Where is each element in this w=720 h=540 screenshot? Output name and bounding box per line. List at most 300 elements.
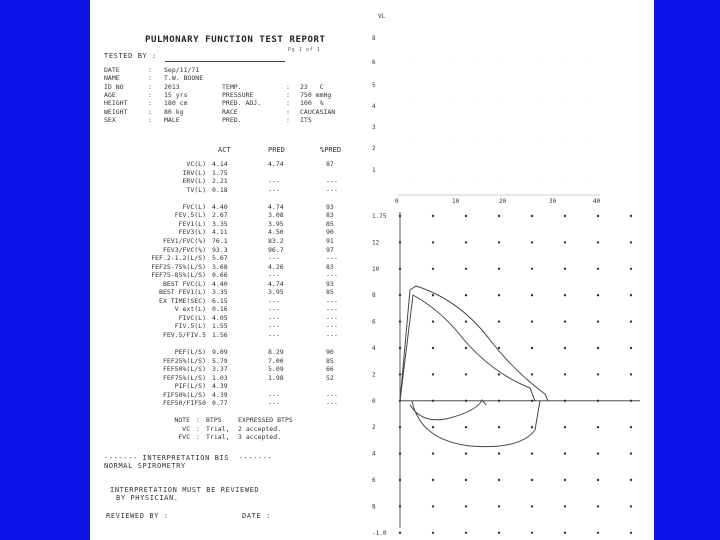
table-cell-act: 4.14: [212, 160, 228, 168]
note-colon: :: [196, 424, 200, 433]
flow-grid-dot: [630, 479, 632, 481]
table-cell-pct-pred: ---: [326, 322, 338, 331]
flow-grid-dot: [597, 479, 599, 481]
flow-grid-dot: [465, 241, 467, 243]
flow-grid-dot: [531, 452, 533, 454]
flow-grid-dot: [630, 241, 632, 243]
flow-y-tick-label: 10: [372, 265, 380, 273]
table-row-label: TV(L): [186, 185, 206, 194]
table-row-label: FEF50%(L/S): [162, 365, 206, 374]
table-row-label: FEV1/FVC(%): [162, 236, 206, 245]
table-cell-act: 9.09: [212, 348, 228, 357]
table-cell-pred: ---: [268, 331, 280, 339]
confirm-line-1: INTERPRETATION MUST BE REVIEWED: [110, 486, 260, 494]
flow-grid-dot: [531, 479, 533, 481]
flow-grid-dot: [465, 479, 467, 481]
volume-grid-dot: [564, 100, 565, 101]
volume-y-tick-label: 8: [372, 35, 376, 42]
flow-grid-dot: [498, 479, 500, 481]
flow-grid-dot: [498, 373, 500, 375]
table-row-label: FEF75-85%(L/S): [151, 271, 206, 280]
table-row-label: FEV.5/FIV.5: [162, 331, 206, 339]
table-cell-pred: ---: [268, 390, 280, 399]
volume-grid-dot: [476, 40, 477, 41]
volume-grid-dot: [432, 140, 433, 141]
flow-grid-dot: [597, 268, 599, 270]
flow-grid-dot: [432, 479, 434, 481]
patient-field-value-2: 750 mmHg: [300, 90, 332, 99]
flow-grid-dot: [630, 426, 632, 428]
flow-grid-dot: [498, 426, 500, 428]
flow-grid-dot: [498, 241, 500, 243]
flow-grid-dot: [465, 532, 467, 534]
table-row-label: FEF.2-1.2(L/S): [151, 254, 206, 263]
volume-grid-dot: [586, 100, 587, 101]
table-cell-act: 0.77: [212, 399, 228, 408]
note-label: NOTE: [174, 416, 190, 424]
patient-field-colon: :: [148, 74, 152, 83]
patient-field-label: DATE: [104, 66, 120, 74]
volume-grid-dot: [520, 100, 521, 101]
table-cell-pct-pred: ---: [326, 254, 338, 263]
flow-grid-dot: [432, 294, 434, 296]
volume-grid-dot: [586, 120, 587, 121]
patient-field-label: NAME: [104, 74, 120, 83]
table-cell-pct-pred: 90: [326, 228, 334, 237]
flow-y-tick-label: -1.0: [372, 529, 387, 537]
table-row-label: FEV3/FVC(%): [162, 245, 206, 254]
volume-grid-dot: [564, 120, 565, 121]
table-cell-act: 93.3: [212, 245, 228, 254]
flow-grid-dot: [498, 505, 500, 507]
patient-field-value: 2013: [164, 82, 180, 91]
flow-grid-dot: [498, 268, 500, 270]
table-row-label: FEF50/FIF50: [162, 399, 206, 408]
table-row-label: FEV.5(L): [174, 211, 206, 220]
note-label: FVC: [178, 433, 190, 441]
volume-grid-dot: [476, 80, 477, 81]
volume-grid-dot: [410, 60, 411, 61]
flow-grid-dot: [597, 532, 599, 534]
table-cell-pct-pred: 83: [326, 262, 334, 271]
flow-y-tick-label: 4: [372, 450, 376, 458]
table-cell-pred: 1.98: [268, 373, 284, 382]
patient-field-value: MALE: [164, 115, 180, 124]
volume-y-tick-label: 5: [372, 82, 376, 89]
patient-field-label-2: TEMP.: [222, 82, 242, 91]
col-header-pred: PRED: [268, 146, 285, 154]
volume-grid-dot: [542, 80, 543, 81]
flow-grid-dot: [597, 294, 599, 296]
flow-grid-dot: [564, 426, 566, 428]
table-cell-act: 4.39: [212, 390, 228, 399]
table-cell-act: 4.39: [212, 382, 228, 391]
table-cell-pred: ---: [268, 296, 280, 305]
table-row-label: FIVC(L): [178, 313, 206, 322]
table-cell-pct-pred: ---: [326, 177, 338, 186]
note-value: Trial,: [206, 433, 230, 441]
flow-grid-dot: [531, 320, 533, 322]
flow-grid-dot: [465, 452, 467, 454]
note-label: VC: [182, 424, 190, 433]
table-cell-pred: ---: [268, 399, 280, 408]
flow-grid-dot: [399, 268, 401, 270]
volume-grid-dot: [586, 60, 587, 61]
table-row-label: FIV.5(L): [174, 322, 206, 331]
volume-axis-label: VL: [378, 13, 386, 20]
flow-grid-dot: [399, 532, 401, 534]
volume-grid-dot: [520, 120, 521, 121]
reviewed-by-label: REVIEWED BY :: [106, 512, 169, 520]
flow-grid-dot: [465, 426, 467, 428]
flow-grid-dot: [597, 347, 599, 349]
flow-grid-dot: [597, 320, 599, 322]
flow-grid-dot: [432, 320, 434, 322]
flow-grid-dot: [597, 241, 599, 243]
volume-grid-dot: [564, 40, 565, 41]
flow-grid-dot: [465, 505, 467, 507]
table-cell-pred: 7.00: [268, 356, 284, 365]
volume-grid-dot: [520, 80, 521, 81]
flow-y-tick-label: 0: [372, 397, 376, 405]
flow-grid-dot: [564, 268, 566, 270]
table-row-label: V ext(L): [174, 305, 206, 314]
patient-field-value-2: 100 %: [300, 99, 324, 108]
flow-grid-dot: [564, 294, 566, 296]
table-cell-act: 0.16: [212, 305, 228, 314]
volume-grid-dot: [520, 60, 521, 61]
volume-grid-dot: [410, 120, 411, 121]
flow-grid-dot: [630, 320, 632, 322]
volume-grid-dot: [410, 160, 411, 161]
volume-grid-dot: [432, 120, 433, 121]
volume-grid-dot: [410, 180, 411, 181]
patient-field-label-2: RACE: [222, 107, 238, 116]
flow-grid-dot: [465, 268, 467, 270]
volume-grid-dot: [498, 120, 499, 121]
table-cell-pred: ---: [268, 271, 280, 280]
flow-grid-dot: [630, 373, 632, 375]
volume-grid-dot: [542, 180, 543, 181]
patient-field-label-2: PRED.: [222, 115, 242, 124]
patient-field-colon: :: [148, 107, 152, 116]
table-cell-act: 4.40: [212, 279, 228, 288]
volume-grid-dot: [410, 40, 411, 41]
tested-by-label: TESTED BY :: [104, 52, 157, 60]
volume-grid-dot: [564, 180, 565, 181]
volume-y-tick-label: 1: [372, 167, 376, 174]
flow-grid-dot: [465, 347, 467, 349]
col-header-act: ACT: [218, 146, 231, 154]
table-cell-pct-pred: 85: [326, 356, 334, 365]
table-cell-pct-pred: 91: [326, 236, 334, 245]
volume-grid-dot: [498, 160, 499, 161]
time-x-tick-label: 0: [395, 198, 399, 205]
table-cell-act: 5.79: [212, 356, 228, 365]
patient-field-colon-2: :: [286, 115, 290, 124]
table-cell-pct-pred: ---: [326, 399, 338, 408]
flow-grid-dot: [630, 268, 632, 270]
volume-y-tick-label: 4: [372, 103, 376, 110]
volume-grid-dot: [432, 80, 433, 81]
volume-grid-dot: [454, 40, 455, 41]
flow-grid-dot: [531, 400, 533, 402]
flow-volume-expiratory-curve-1: [400, 286, 548, 401]
volume-grid-dot: [542, 100, 543, 101]
flow-grid-dot: [432, 400, 434, 402]
flow-y-tick-label: 4: [372, 345, 376, 352]
table-cell-pred: 4.74: [268, 279, 284, 288]
patient-field-value: 180 cm: [164, 99, 188, 108]
flow-grid-dot: [465, 373, 467, 375]
table-cell-act: 76.1: [212, 236, 228, 245]
flow-y-tick-label: 8: [372, 503, 376, 511]
flow-grid-dot: [531, 294, 533, 296]
report-title: PULMONARY FUNCTION TEST REPORT: [145, 35, 326, 45]
flow-grid-dot: [399, 320, 401, 322]
table-cell-pct-pred: 97: [326, 245, 334, 254]
note-colon: :: [196, 433, 200, 441]
flow-grid-dot: [531, 347, 533, 349]
patient-field-label: AGE: [104, 90, 116, 99]
note-value-extra: 2 accepted.: [238, 424, 282, 433]
table-cell-pct-pred: ---: [326, 313, 338, 322]
volume-grid-dot: [476, 100, 477, 101]
col-header-pct-pred: %PRED: [320, 146, 342, 154]
table-cell-pred: ---: [268, 185, 280, 194]
volume-grid-dot: [564, 140, 565, 141]
table-cell-pred: 4.74: [268, 202, 284, 211]
patient-field-colon: :: [148, 66, 152, 74]
table-cell-pct-pred: 85: [326, 219, 334, 228]
flow-grid-dot: [465, 215, 467, 217]
flow-grid-dot: [432, 452, 434, 454]
patient-field-colon: :: [148, 90, 152, 99]
flow-grid-dot: [465, 400, 467, 402]
patient-field-colon-2: :: [286, 107, 290, 116]
table-cell-pct-pred: 93: [326, 202, 334, 211]
flow-grid-dot: [465, 294, 467, 296]
table-cell-pred: 4.50: [268, 228, 284, 237]
table-row-label: BEST FEV1(L): [159, 288, 206, 297]
volume-grid-dot: [476, 120, 477, 121]
spirometry-charts: [370, 0, 654, 540]
flow-grid-dot: [399, 347, 401, 349]
flow-grid-dot: [498, 400, 500, 402]
table-cell-act: 0.66: [212, 271, 228, 280]
volume-grid-dot: [586, 180, 587, 181]
volume-grid-dot: [498, 140, 499, 141]
flow-grid-dot: [597, 400, 599, 402]
patient-field-colon-2: :: [286, 99, 290, 108]
table-cell-pct-pred: ---: [326, 305, 338, 314]
volume-grid-dot: [586, 80, 587, 81]
flow-grid-dot: [564, 452, 566, 454]
table-cell-pred: 96.7: [268, 245, 284, 254]
table-cell-pred: 3.95: [268, 288, 284, 297]
table-cell-pred: ---: [268, 322, 280, 331]
flow-grid-dot: [498, 347, 500, 349]
patient-field-label: ID NO: [104, 82, 124, 91]
flow-grid-dot: [531, 268, 533, 270]
flow-volume-expiratory-curve-2: [400, 295, 535, 401]
volume-grid-dot: [498, 80, 499, 81]
table-cell-pred: 3.95: [268, 219, 284, 228]
flow-y-tick-label: 2: [372, 424, 376, 432]
table-row-label: BEST FVC(L): [162, 279, 206, 288]
interpretation-text: NORMAL SPIROMETRY: [104, 462, 186, 470]
flow-grid-dot: [630, 452, 632, 454]
volume-grid-dot: [542, 60, 543, 61]
flow-grid-dot: [432, 505, 434, 507]
volume-grid-dot: [476, 60, 477, 61]
table-row-label: PIF(L/S): [174, 382, 206, 391]
flow-grid-dot: [531, 532, 533, 534]
volume-grid-dot: [520, 160, 521, 161]
flow-grid-dot: [630, 347, 632, 349]
volume-grid-dot: [564, 80, 565, 81]
flow-y-tick-label: 1.75: [372, 213, 387, 220]
table-cell-pred: ---: [268, 313, 280, 322]
table-cell-pct-pred: 83: [326, 211, 334, 220]
volume-grid-dot: [586, 160, 587, 161]
table-cell-act: 5.67: [212, 254, 228, 263]
patient-field-value-2: 23 C: [300, 82, 324, 91]
flow-grid-dot: [432, 241, 434, 243]
patient-field-label-2: PRED. ADJ.: [222, 99, 262, 108]
flow-grid-dot: [399, 215, 401, 217]
flow-grid-dot: [432, 373, 434, 375]
table-cell-act: 1.75: [212, 168, 228, 177]
flow-grid-dot: [630, 294, 632, 296]
flow-grid-dot: [498, 532, 500, 534]
flow-grid-dot: [531, 426, 533, 428]
flow-grid-dot: [597, 215, 599, 217]
table-row-label: FIF50%(L/S): [162, 390, 206, 399]
volume-grid-dot: [432, 60, 433, 61]
patient-field-value-2: ITS: [300, 115, 312, 124]
time-x-tick-label: 40: [593, 198, 601, 205]
flow-grid-dot: [564, 320, 566, 322]
table-cell-pct-pred: ---: [326, 296, 338, 305]
table-row-label: PEF(L/S): [174, 348, 206, 357]
table-cell-pct-pred: ---: [326, 271, 338, 280]
patient-field-label: HEIGHT: [104, 99, 128, 108]
volume-grid-dot: [520, 40, 521, 41]
volume-grid-dot: [410, 100, 411, 101]
patient-field-colon-2: :: [286, 90, 290, 99]
table-cell-pct-pred: 93: [326, 279, 334, 288]
flow-grid-dot: [399, 426, 401, 428]
volume-grid-dot: [520, 180, 521, 181]
table-row-label: FVC(L): [182, 202, 206, 211]
interpretation-header: ------- INTERPRETATION BIS -------: [104, 454, 273, 462]
flow-y-tick-label: 2: [372, 371, 376, 379]
volume-y-tick-label: 2: [372, 145, 376, 152]
flow-grid-dot: [564, 215, 566, 217]
table-cell-pct-pred: 66: [326, 365, 334, 374]
report-sheet: [90, 0, 654, 540]
note-value-extra: 3 accepted.: [238, 433, 282, 441]
flow-grid-dot: [564, 347, 566, 349]
table-cell-pred: ---: [268, 254, 280, 263]
table-cell-pred: 83.2: [268, 236, 284, 245]
flow-y-tick-label: 12: [372, 239, 380, 247]
table-cell-act: 2.21: [212, 177, 228, 186]
table-cell-pred: 4.74: [268, 160, 284, 168]
table-row-label: FEF75%(L/S): [162, 373, 206, 382]
table-cell-pct-pred: 52: [326, 373, 334, 382]
flow-grid-dot: [399, 505, 401, 507]
table-cell-pred: 3.08: [268, 211, 284, 220]
flow-grid-dot: [432, 347, 434, 349]
date-signature-label: DATE :: [242, 512, 271, 520]
patient-field-value: 15 yrs: [164, 90, 188, 99]
note-value-extra: EXPRESSED BTPS: [238, 416, 293, 424]
flow-grid-dot: [531, 505, 533, 507]
volume-grid-dot: [454, 160, 455, 161]
volume-grid-dot: [542, 40, 543, 41]
table-cell-act: 3.35: [212, 219, 228, 228]
table-row-label: FEV3(L): [178, 228, 206, 237]
table-cell-act: 4.11: [212, 228, 228, 237]
time-x-tick-label: 30: [549, 198, 557, 205]
time-x-tick-label: 10: [452, 198, 460, 205]
table-cell-act: 0.18: [212, 185, 228, 194]
flow-grid-dot: [399, 241, 401, 243]
flow-grid-dot: [498, 294, 500, 296]
table-cell-pred: 5.09: [268, 365, 284, 374]
volume-grid-dot: [432, 100, 433, 101]
volume-grid-dot: [432, 40, 433, 41]
volume-grid-dot: [542, 120, 543, 121]
table-cell-act: 3.37: [212, 365, 228, 374]
flow-grid-dot: [630, 505, 632, 507]
patient-field-value: 80 kg: [164, 107, 184, 116]
flow-grid-dot: [597, 505, 599, 507]
flow-grid-dot: [399, 294, 401, 296]
patient-field-colon: :: [148, 99, 152, 108]
note-value: BTPS: [206, 416, 226, 424]
table-cell-pct-pred: ---: [326, 331, 338, 339]
flow-grid-dot: [564, 373, 566, 375]
volume-grid-dot: [586, 140, 587, 141]
flow-grid-dot: [399, 479, 401, 481]
volume-grid-dot: [476, 180, 477, 181]
patient-field-value: Sep/11/71: [164, 66, 200, 74]
table-cell-pred: ---: [268, 305, 280, 314]
volume-grid-dot: [542, 160, 543, 161]
table-cell-act: 6.15: [212, 296, 228, 305]
flow-grid-dot: [564, 241, 566, 243]
volume-grid-dot: [542, 140, 543, 141]
table-row-label: EX TIME(SEC): [159, 296, 206, 305]
flow-grid-dot: [597, 452, 599, 454]
table-row-label: VC(L): [186, 160, 206, 168]
volume-grid-dot: [454, 120, 455, 121]
table-cell-pred: ---: [268, 177, 280, 186]
volume-grid-dot: [498, 180, 499, 181]
volume-grid-dot: [454, 100, 455, 101]
volume-y-tick-label: 3: [372, 124, 376, 131]
table-cell-act: 3.35: [212, 288, 228, 297]
table-cell-act: 1.03: [212, 373, 228, 382]
table-cell-act: 3.68: [212, 262, 228, 271]
volume-grid-dot: [410, 140, 411, 141]
patient-field-value: T.W. BOONE: [164, 74, 204, 83]
table-cell-act: 4.40: [212, 202, 228, 211]
time-x-tick-label: 20: [499, 198, 507, 205]
